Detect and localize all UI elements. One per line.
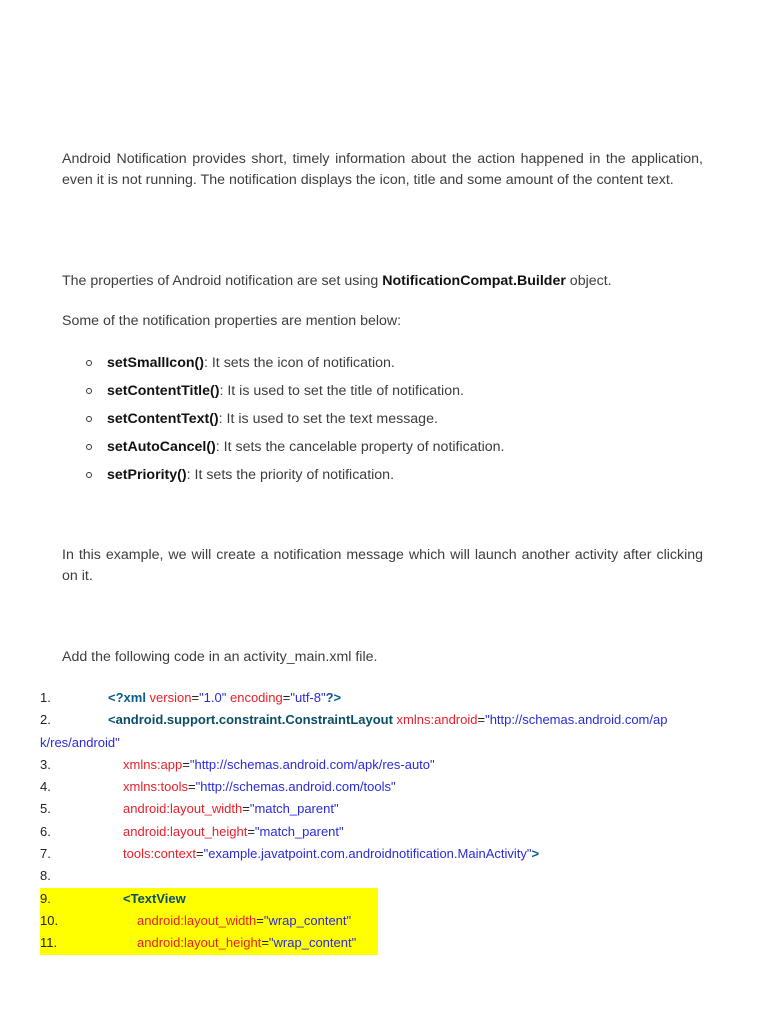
method-description: : It sets the icon of notification. bbox=[203, 355, 395, 371]
code-text bbox=[137, 932, 356, 954]
equals-sign: = bbox=[196, 846, 204, 862]
attribute-name: android:layout_width bbox=[123, 801, 243, 817]
attribute-name: tools:context bbox=[123, 846, 196, 862]
tag-name: android.support.constraint.ConstraintLayout bbox=[115, 712, 393, 728]
properties-text-after: object. bbox=[565, 273, 612, 289]
method-name: setContentText() bbox=[107, 411, 219, 427]
code-text bbox=[123, 754, 435, 776]
list-item bbox=[62, 408, 504, 436]
attribute-value: "example.javatpoint.com.androidnotification.MainActivity" bbox=[203, 846, 532, 862]
attribute-name: version bbox=[145, 690, 192, 705]
list-item bbox=[62, 380, 504, 408]
code-text bbox=[123, 843, 539, 865]
attribute-value: "match_parent" bbox=[249, 801, 339, 817]
code-line-9 bbox=[40, 888, 378, 910]
list-item bbox=[62, 436, 504, 464]
code-text bbox=[123, 798, 339, 820]
bullet-icon bbox=[86, 388, 92, 394]
bullet-icon bbox=[86, 444, 92, 450]
tag-close: > bbox=[531, 846, 540, 862]
code-line-8 bbox=[40, 865, 710, 887]
attribute-value: "wrap_content" bbox=[263, 912, 352, 928]
add-code-paragraph: Add the following code in an activity_main.xml file. bbox=[62, 649, 378, 665]
attribute-name: xmlns:tools bbox=[123, 779, 189, 795]
equals-sign: = bbox=[182, 756, 190, 772]
code-line-7 bbox=[40, 843, 710, 865]
attribute-value: "wrap_content" bbox=[268, 935, 357, 951]
line-number: 6. bbox=[40, 823, 51, 839]
method-description: : It is used to set the text message. bbox=[218, 411, 438, 427]
list-item bbox=[62, 464, 504, 492]
bullet-icon bbox=[86, 360, 92, 366]
code-text bbox=[40, 709, 703, 750]
equals-sign: = bbox=[477, 712, 486, 728]
properties-paragraph bbox=[62, 271, 703, 292]
equals-sign: = bbox=[261, 935, 269, 951]
tag-bracket: < bbox=[108, 712, 116, 728]
line-number: 4. bbox=[40, 779, 51, 795]
equals-sign: = bbox=[191, 690, 200, 705]
properties-text-before: The properties of Android notification are set using bbox=[62, 273, 383, 289]
attribute-name: xmlns:app bbox=[123, 756, 183, 772]
code-line-5 bbox=[40, 798, 710, 820]
line-number: 11. bbox=[40, 935, 58, 951]
line-number: 2. bbox=[40, 712, 51, 728]
method-description: : It sets the cancelable property of notification. bbox=[215, 439, 505, 455]
code-line-2 bbox=[40, 709, 710, 754]
line-number: 3. bbox=[40, 756, 51, 772]
equals-sign: = bbox=[282, 690, 291, 705]
method-description: : It is used to set the title of notification. bbox=[219, 383, 464, 399]
line-number: 1. bbox=[40, 690, 51, 705]
xml-declaration: <?xml bbox=[108, 690, 146, 705]
code-text bbox=[137, 910, 351, 932]
line-number: 7. bbox=[40, 846, 51, 862]
method-name: setSmallIcon() bbox=[107, 355, 204, 371]
attribute-name: xmlns:android bbox=[392, 712, 478, 728]
code-line-3 bbox=[40, 754, 710, 776]
equals-sign: = bbox=[256, 912, 264, 928]
xml-declaration-close: ?> bbox=[325, 690, 342, 705]
properties-list bbox=[62, 352, 504, 492]
attribute-name: encoding bbox=[226, 690, 283, 705]
bullet-icon bbox=[86, 472, 92, 478]
code-listing bbox=[40, 687, 710, 955]
attribute-value: "match_parent" bbox=[254, 823, 344, 839]
example-paragraph: In this example, we will create a notification message which will launch another activity after clicking on it. bbox=[62, 547, 703, 584]
attribute-name: android:layout_width bbox=[137, 912, 257, 928]
attribute-value: "1.0" bbox=[199, 690, 227, 705]
method-description: : It sets the priority of notification. bbox=[186, 467, 395, 483]
code-line-10 bbox=[40, 910, 378, 932]
intro-paragraph: Android Notification provides short, timely information about the action happened in the application, even it is not running. The notification displays the icon, title and some amount of the content text. bbox=[62, 151, 703, 188]
tag-name: <TextView bbox=[123, 890, 186, 906]
equals-sign: = bbox=[247, 823, 255, 839]
code-line-4 bbox=[40, 776, 710, 798]
code-line-6 bbox=[40, 821, 710, 843]
code-text bbox=[108, 687, 341, 709]
line-number: 5. bbox=[40, 801, 51, 817]
builder-class-name: NotificationCompat.Builder bbox=[382, 273, 566, 289]
line-number: 9. bbox=[40, 890, 51, 906]
attribute-name: android:layout_height bbox=[137, 935, 262, 951]
code-text bbox=[123, 888, 186, 910]
attribute-name: android:layout_height bbox=[123, 823, 248, 839]
equals-sign: = bbox=[188, 779, 196, 795]
code-text bbox=[123, 821, 344, 843]
method-name: setPriority() bbox=[107, 467, 187, 483]
code-text bbox=[123, 776, 396, 798]
attribute-value: "http://schemas.android.com/apk/res-auto" bbox=[189, 756, 435, 772]
method-name: setAutoCancel() bbox=[107, 439, 216, 455]
code-line-11 bbox=[40, 932, 378, 954]
bullet-icon bbox=[86, 416, 92, 422]
attribute-value: "http://schemas.android.com/tools" bbox=[195, 779, 396, 795]
list-item bbox=[62, 352, 504, 380]
method-name: setContentTitle() bbox=[107, 383, 220, 399]
attribute-value: "utf-8" bbox=[290, 690, 326, 705]
attribute-value: "http://schemas.android.com/ap bbox=[485, 712, 668, 728]
code-line-1 bbox=[40, 687, 710, 709]
equals-sign: = bbox=[242, 801, 250, 817]
line-number: 8. bbox=[40, 868, 51, 884]
line-number: 10. bbox=[40, 912, 59, 928]
properties-intro: Some of the notification properties are mention below: bbox=[62, 313, 402, 329]
attribute-value-continued: k/res/android" bbox=[40, 734, 120, 750]
